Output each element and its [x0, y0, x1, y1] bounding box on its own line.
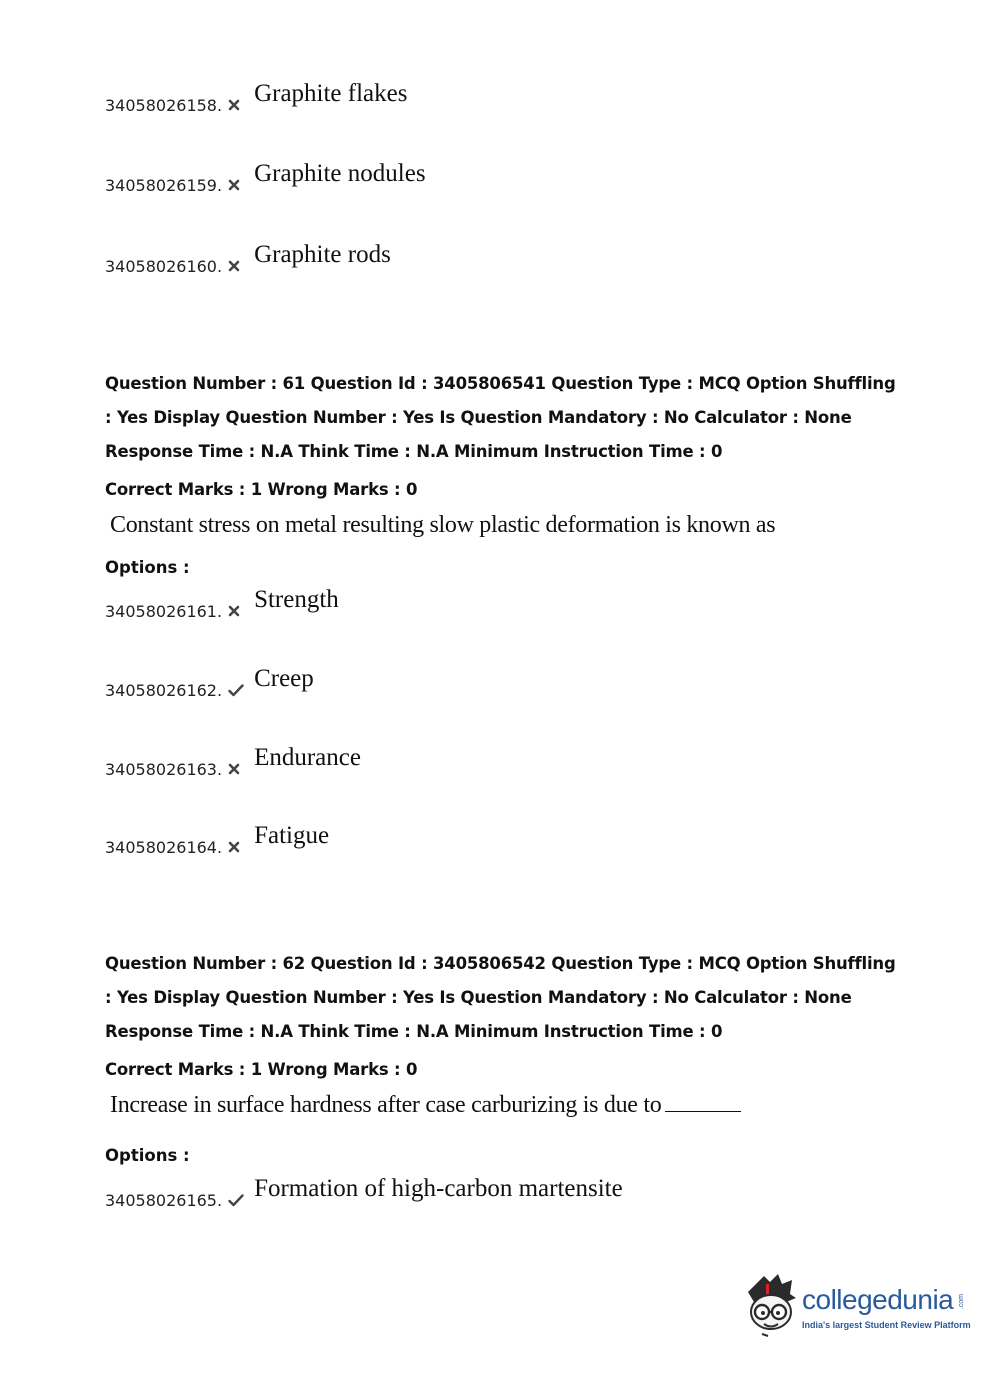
- option-row: [105, 160, 426, 196]
- option-row: [105, 241, 391, 277]
- cross-mark-icon: [228, 96, 244, 116]
- question-marks: Correct Marks : 1 Wrong Marks : 0: [105, 480, 418, 499]
- option-text: Endurance: [254, 744, 361, 771]
- question-meta: Question Number : 61 Question Id : 3405806541 Question Type : MCQ Option Shuffling : Yes Display Question Number : Yes Is Question Mandatory : No Calculator : None Response Time : N.A Think Time : N.A Minimum Instruction Time : 0: [105, 374, 896, 461]
- logo-com: .com: [958, 1294, 965, 1310]
- option-id: 34058026159.: [105, 176, 223, 195]
- cross-mark-icon: [228, 602, 244, 622]
- option-id: 34058026160.: [105, 257, 223, 276]
- option-id: 34058026163.: [105, 760, 223, 779]
- collegedunia-logo: [742, 1272, 972, 1342]
- option-text: Graphite flakes: [254, 80, 408, 107]
- option-row: [105, 80, 408, 116]
- options-label: Options :: [105, 1146, 190, 1165]
- option-row: [105, 744, 361, 780]
- option-row-correct: [105, 665, 314, 701]
- option-row-correct: [105, 1175, 623, 1211]
- option-text: Fatigue: [254, 822, 330, 849]
- question-stem: Constant stress on metal resulting slow plastic deformation is known as: [110, 512, 776, 538]
- option-text: Graphite nodules: [254, 160, 426, 187]
- option-id: 34058026158.: [105, 96, 223, 115]
- option-row: [105, 586, 339, 622]
- cross-mark-icon: [228, 838, 244, 858]
- option-id: 34058026164.: [105, 838, 223, 857]
- option-id: 34058026162.: [105, 681, 223, 700]
- check-mark-icon: [228, 1191, 244, 1211]
- question-stem-text: Increase in surface hardness after case carburizing is due to: [110, 1092, 662, 1118]
- option-id: 34058026165.: [105, 1191, 223, 1210]
- question-meta: Question Number : 62 Question Id : 3405806542 Question Type : MCQ Option Shuffling : Yes Display Question Number : Yes Is Question Mandatory : No Calculator : None Response Time : N.A Think Time : N.A Minimum Instruction Time : 0: [105, 954, 896, 1041]
- cross-mark-icon: [228, 176, 244, 196]
- cross-mark-icon: [228, 257, 244, 277]
- logo-tagline: India's largest Student Review Platform: [802, 1320, 971, 1330]
- options-label: Options :: [105, 558, 190, 577]
- option-text: Creep: [254, 665, 314, 692]
- logo-name: collegedunia: [802, 1284, 954, 1315]
- option-id: 34058026161.: [105, 602, 223, 621]
- mascot-icon: [742, 1272, 800, 1340]
- check-mark-icon: [228, 681, 244, 701]
- option-text: Strength: [254, 586, 339, 613]
- option-row: [105, 822, 330, 858]
- option-text: Graphite rods: [254, 241, 391, 268]
- question-stem: [110, 1092, 741, 1119]
- cross-mark-icon: [228, 760, 244, 780]
- answer-blank: [665, 1093, 741, 1112]
- option-text: Formation of high-carbon martensite: [254, 1175, 623, 1202]
- question-marks: Correct Marks : 1 Wrong Marks : 0: [105, 1060, 418, 1079]
